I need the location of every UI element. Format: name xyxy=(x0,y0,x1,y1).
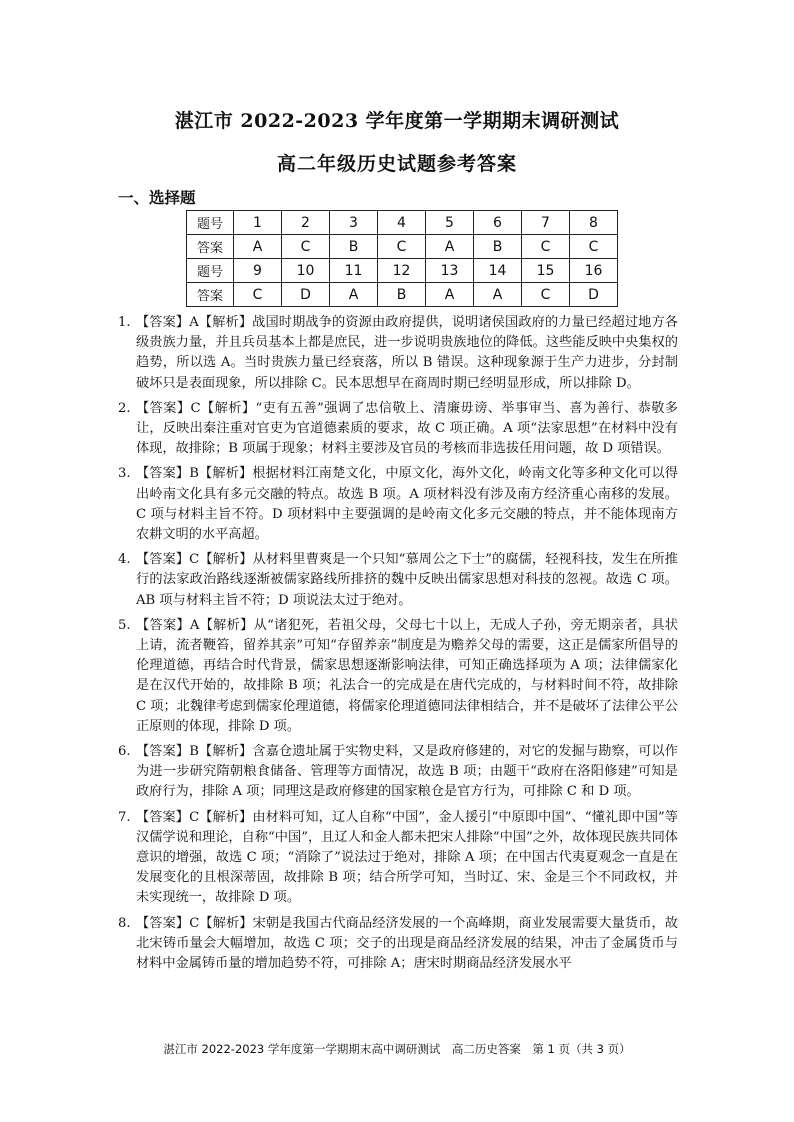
answer-table-cell: C xyxy=(570,235,618,259)
answer-table-row-header: 题号 xyxy=(187,259,234,283)
answer-table-cell: 4 xyxy=(378,211,426,235)
answer-table-cell: 15 xyxy=(522,259,570,283)
answer-table-cell: 5 xyxy=(426,211,474,235)
answer-table-cell: 16 xyxy=(570,259,618,283)
answer-table-cell: B xyxy=(330,235,378,259)
answer-table-cell: A xyxy=(426,283,474,307)
answer-table-cell: A xyxy=(234,235,282,259)
answer-table-cell: B xyxy=(474,235,522,259)
answer-table-cell: 12 xyxy=(378,259,426,283)
answer-table-cell: A xyxy=(330,283,378,307)
answer-table-row-header: 题号 xyxy=(187,211,234,235)
answer-table-cell: B xyxy=(378,283,426,307)
answer-explanations xyxy=(118,313,678,979)
answer-table-cell: D xyxy=(282,283,330,307)
answer-table-cell: 7 xyxy=(522,211,570,235)
answer-table-row xyxy=(187,235,618,259)
question-number: 1. xyxy=(118,315,131,330)
answer-table-row xyxy=(187,211,618,235)
question-item xyxy=(118,399,678,460)
question-item xyxy=(118,464,678,545)
question-number: 2. xyxy=(118,400,131,416)
answer-table-cell: 2 xyxy=(282,211,330,235)
answer-table-row xyxy=(187,283,618,307)
answer-table-cell: 13 xyxy=(426,259,474,283)
question-number: 6. xyxy=(118,744,131,760)
answer-table-cell: C xyxy=(522,235,570,259)
question-item xyxy=(118,313,678,394)
question-item xyxy=(118,808,678,909)
question-number: 5. xyxy=(118,617,131,633)
question-explanation: 【答案】C【解析】“吏有五善”强调了忠信敬上、清廉毋谤、举事审当、喜为善行、恭敬多让，反映出秦注重对官吏为官道德素质的要求，故 C 项正确。A 项“法家思想”在材料中没有体现，故排除；B 项属于现象；材料主要涉及官员的考核而非选拔任用问题，故 D 项错误。 xyxy=(136,400,678,457)
answer-table xyxy=(186,210,618,307)
question-number: 3. xyxy=(118,466,131,482)
answer-table-row-header: 答案 xyxy=(187,283,234,307)
question-number: 4. xyxy=(118,552,131,568)
question-explanation: 【答案】B【解析】根据材料江南楚文化，中原文化，海外文化，岭南文化等多种文化可以得出岭南文化具有多元交融的特点。故选 B 项。A 项材料没有涉及南方经济重心南移的发展。C 项与材料主旨不符。D 项材料中主要强调的是岭南文化多元交融的特点，并不能体现南方农耕文明的水平高超。 xyxy=(136,466,678,543)
answer-table-cell: A xyxy=(426,235,474,259)
question-number: 7. xyxy=(118,809,131,825)
answer-table-cell: 8 xyxy=(570,211,618,235)
answer-table-cell: C xyxy=(522,283,570,307)
answer-table-cell: 3 xyxy=(330,211,378,235)
answer-table-cell: C xyxy=(282,235,330,259)
question-explanation: 【答案】A【解析】战国时期战争的资源由政府提供，说明诸侯国政府的力量已经超过地方各级贵族力量，并且兵员基本上都是庶民，进一步说明贵族地位的降低。这些能反映中央集权的趋势，所以选 A。当时贵族力量已经衰落，所以 B 错误。这种现象源于生产力进步，分封制破坏只是表面现象，所以排除 C。民本思想早在商周时期已经明显形成，所以排除 D。 xyxy=(136,315,678,391)
page-title: 湛江市 2022-2023 学年度第一学期期末调研测试 xyxy=(174,110,620,132)
answer-table-cell: 9 xyxy=(234,259,282,283)
answer-table-cell: 11 xyxy=(330,259,378,283)
question-explanation: 【答案】B【解析】含嘉仓遗址属于实物史料，又是政府修建的，对它的发掘与勘察，可以作为进一步研究隋朝粮食储备、管理等方面情况，故选 B 项；由题干“政府在洛阳修建”可知是政府行为，排除 A 项；同理这是政府修建的国家粮仓是官方行为，可排除 C 和 D 项。 xyxy=(136,744,678,800)
page-subtitle: 高二年级历史试题参考答案 xyxy=(276,153,517,175)
answer-table-cell: A xyxy=(474,283,522,307)
question-explanation: 【答案】C【解析】宋朝是我国古代商品经济发展的一个高峰期，商业发展需要大量货币，故北宋铸币量会大幅增加，故选 C 项；交子的出现是商品经济发展的结果，冲击了金属货币与材料中金属铸币量的增加趋势不符，可排除 A；唐宋时期商品经济发展水平 xyxy=(136,915,678,972)
page-footer: 湛江市 2022-2023 学年度第一学期期末高中调研测试 高二历史答案 第 1 页（共 3 页） xyxy=(163,1042,631,1056)
question-item xyxy=(118,742,678,803)
answer-table-cell: C xyxy=(234,283,282,307)
section-heading: 一、选择题 xyxy=(118,188,196,207)
question-item xyxy=(118,616,678,737)
question-item xyxy=(118,914,678,975)
answer-table-cell: 14 xyxy=(474,259,522,283)
question-explanation: 【答案】A【解析】从“诸犯死，若祖父母，父母七十以上，无成人子孙，旁无期亲者，具状上请，流者鞭笞，留养其亲”可知“存留养亲”制度是为赡养父母的需要，这正是儒家所倡导的伦理道德，再结合时代背景，儒家思想逐渐影响法律，可知正确选择项为 A 项；法律儒家化是在汉代开始的，故排除 B 项；礼法合一的完成是在唐代完成的，与材料时间不符，故排除 C 项；北魏律考虑到儒家伦理道德，将儒家伦理道德同法律相结合，并不是破坏了法律公平公正原则的体现，排除 D 项。 xyxy=(136,617,678,734)
question-explanation: 【答案】C【解析】从材料里曹爽是一个只知“慕周公之下士”的腐儒，轻视科技，发生在所推行的法家政治路线逐渐被儒家路线所排挤的魏中反映出儒家思想对科技的忽视。故选 C 项。AB 项与材料主旨不符；D 项说法太过于绝对。 xyxy=(136,552,678,608)
answer-table-cell: 6 xyxy=(474,211,522,235)
answer-table-cell: 1 xyxy=(234,211,282,235)
answer-table-row-header: 答案 xyxy=(187,235,234,259)
question-explanation: 【答案】C【解析】由材料可知，辽人自称“中国”，金人援引“中原即中国”、“懂礼即中国”等汉儒学说和理论，自称“中国”，且辽人和金人都未把宋人排除“中国”之外，故体现民族共同体意识的增强，故选 C 项；“消除了”说法过于绝对，排除 A 项；在中国古代夷夏观念一直是在发展变化的且根深蒂固，故排除 B 项；结合所学可知，当时辽、宋、金是三个不同政权，并未实现统一，故排除 D 项。 xyxy=(136,809,678,906)
question-item xyxy=(118,550,678,611)
answer-table-row xyxy=(187,259,618,283)
answer-table-cell: D xyxy=(570,283,618,307)
answer-table-cell: 10 xyxy=(282,259,330,283)
question-number: 8. xyxy=(118,915,131,931)
answer-table-cell: C xyxy=(378,235,426,259)
